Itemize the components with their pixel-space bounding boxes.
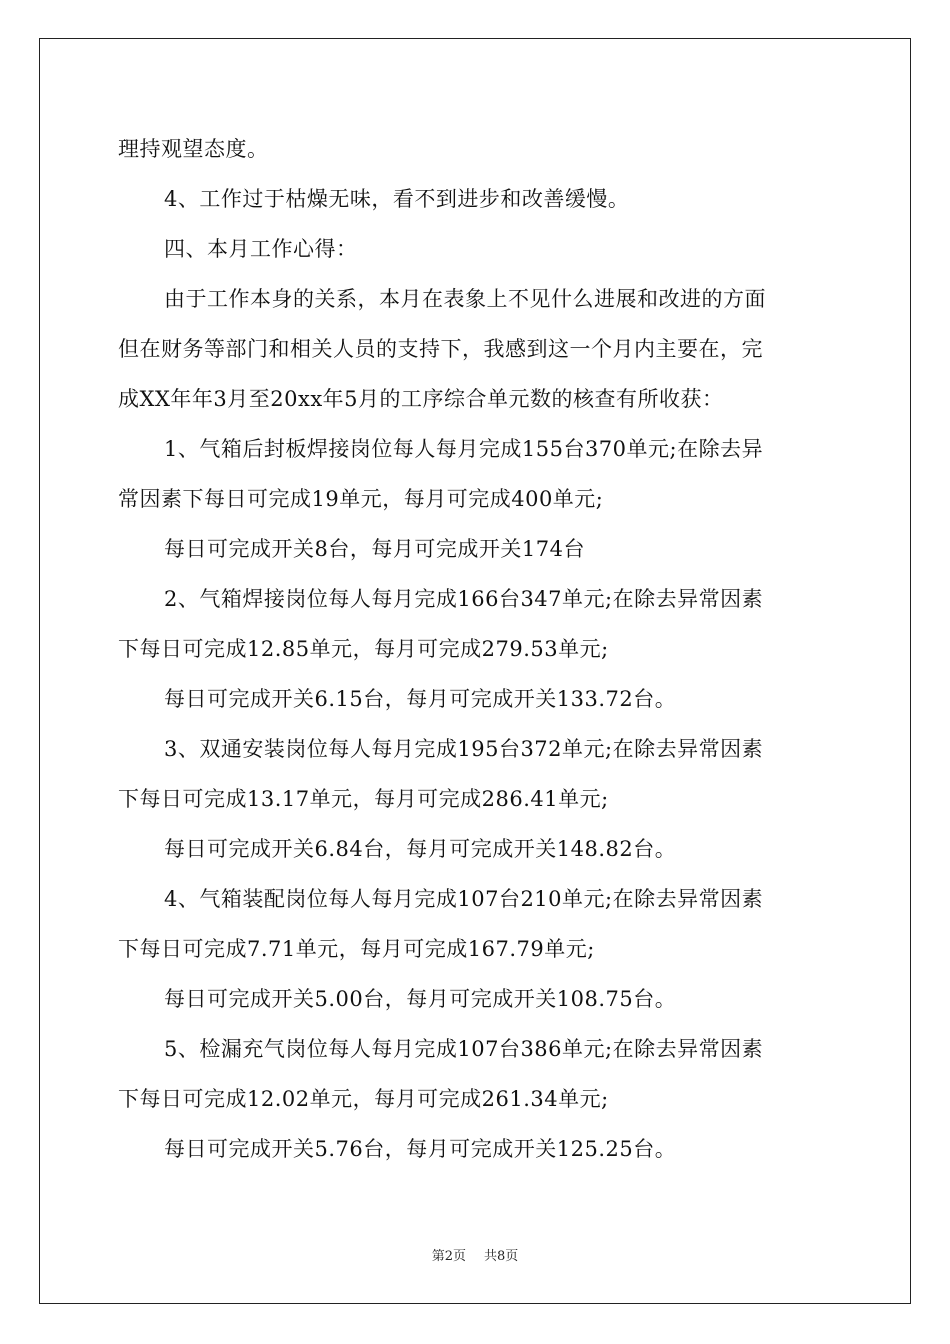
text-line: 下每日可完成7.71单元，每月可完成167.79单元;	[118, 937, 595, 961]
text-line: 3、双通安装岗位每人每月完成195台372单元;在除去异常因素	[164, 737, 764, 761]
text-line: 每日可完成开关6.84台，每月可完成开关148.82台。	[164, 837, 677, 861]
text-line: 下每日可完成12.85单元，每月可完成279.53单元;	[118, 637, 609, 661]
page-total: 共8页	[484, 1249, 519, 1264]
text-line: 4、工作过于枯燥无味，看不到进步和改善缓慢。	[164, 187, 630, 211]
text-line: 2、气箱焊接岗位每人每月完成166台347单元;在除去异常因素	[164, 587, 764, 611]
text-line: 下每日可完成13.17单元，每月可完成286.41单元;	[118, 787, 609, 811]
page-footer	[0, 1245, 950, 1264]
text-line: 4、气箱装配岗位每人每月完成107台210单元;在除去异常因素	[164, 887, 764, 911]
text-line: 5、检漏充气岗位每人每月完成107台386单元;在除去异常因素	[164, 1037, 764, 1061]
text-line: 每日可完成开关6.15台，每月可完成开关133.72台。	[164, 687, 677, 711]
text-line: 但在财务等部门和相关人员的支持下，我感到这一个月内主要在，完	[118, 337, 763, 361]
text-line: 常因素下每日可完成19单元，每月可完成400单元;	[118, 487, 604, 511]
page-number: 第2页	[431, 1249, 466, 1264]
text-line: 每日可完成开关5.76台，每月可完成开关125.25台。	[164, 1137, 677, 1161]
text-line: 下每日可完成12.02单元，每月可完成261.34单元;	[118, 1087, 609, 1111]
text-line: 每日可完成开关5.00台，每月可完成开关108.75台。	[164, 987, 677, 1011]
text-line: 由于工作本身的关系，本月在表象上不见什么进展和改进的方面	[164, 287, 766, 311]
text-line: 理持观望态度。	[118, 137, 269, 161]
document-body	[118, 124, 838, 1174]
text-line: 成XX年年3月至20xx年5月的工序综合单元数的核查有所收获：	[118, 387, 724, 411]
text-line: 每日可完成开关8台，每月可完成开关174台	[164, 537, 585, 561]
section-heading: 四、本月工作心得：	[164, 237, 358, 261]
text-line: 1、气箱后封板焊接岗位每人每月完成155台370单元;在除去异	[164, 437, 764, 461]
